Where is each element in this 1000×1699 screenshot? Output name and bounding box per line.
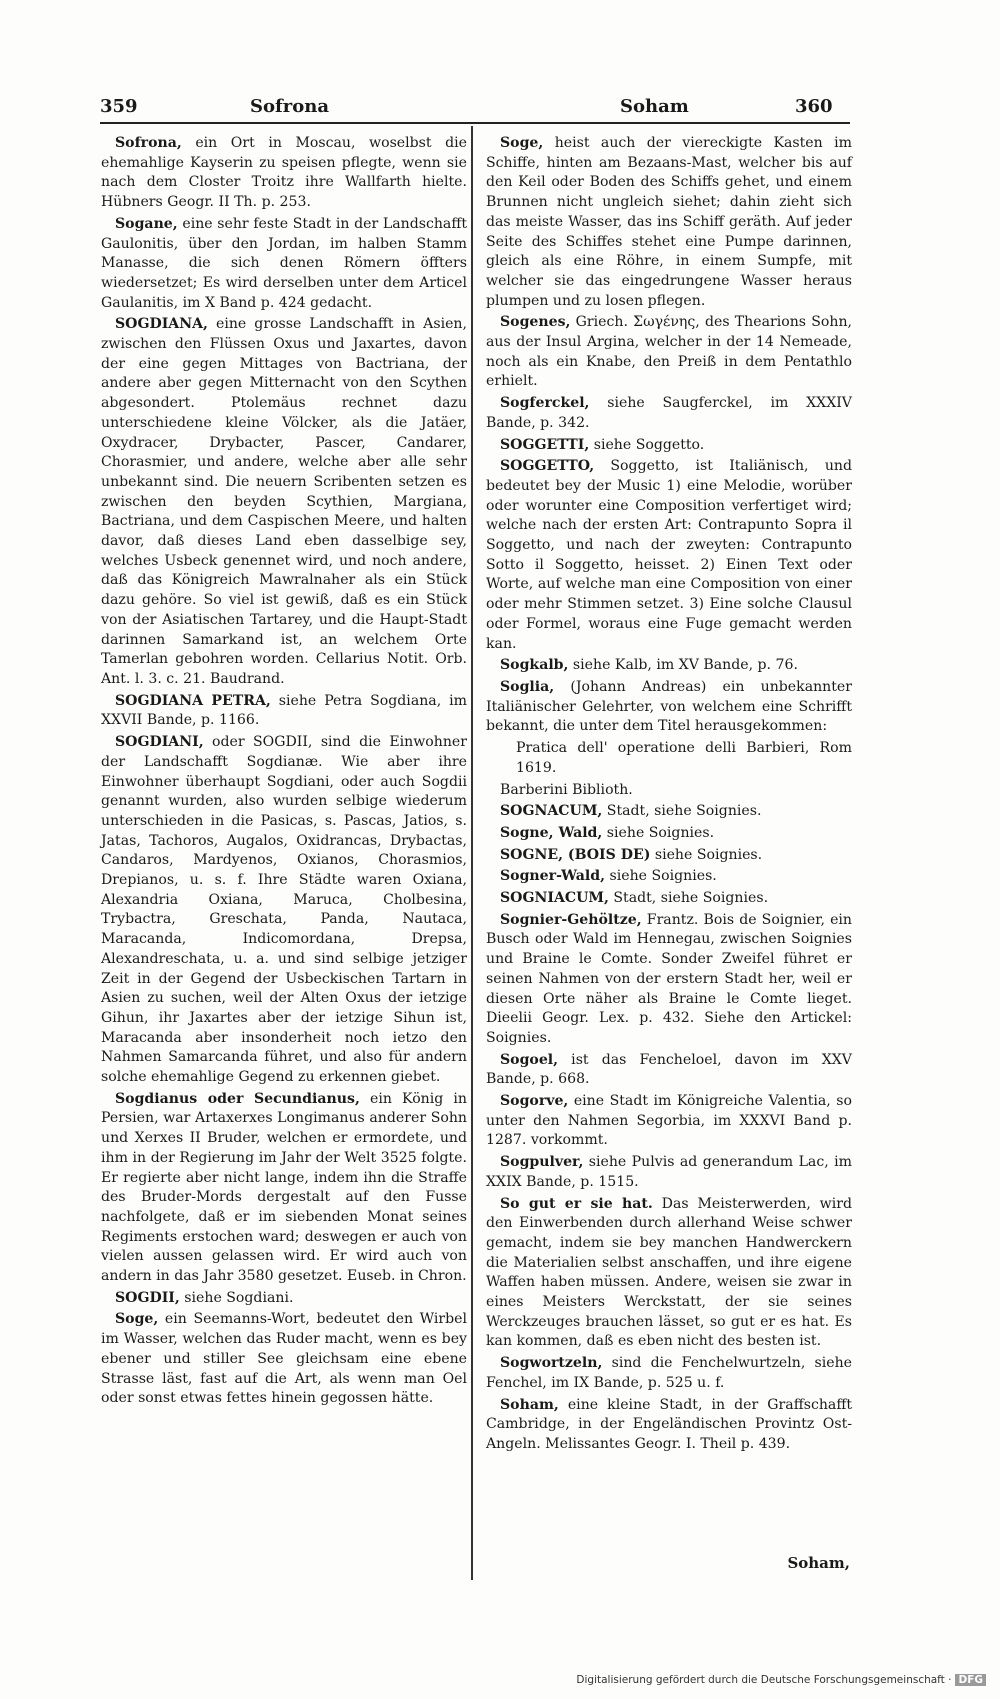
- entry-text: siehe Sogdiani.: [179, 1289, 294, 1306]
- entry-text: siehe Soggetto.: [589, 436, 705, 453]
- entry-headword: Soge,: [500, 135, 544, 151]
- dictionary-entry: [101, 1310, 467, 1409]
- entry-headword: SOGDIANA PETRA,: [115, 692, 271, 709]
- entry-text: eine kleine Stadt, in der Graffschafft Cambridge, in der Engeländischen Provintz Ost-Angeln.: [486, 1396, 852, 1452]
- entry-headword: Sogferckel,: [500, 395, 590, 412]
- entry-headword: Sogane,: [115, 215, 178, 232]
- entry-text: siehe Kalb, im XV Bande, p. 76.: [568, 657, 798, 674]
- entry-text: oder SOGDII, sind die Einwohner der Landschafft Sogdianæ. Wie aber ihre Einwohner überhaupt Sogdiani, oder auch Sogdii genannt wurden, also wurden selbige wiederum unterschieden in die Pasicas, s. Pascas, Jatios, s. Jatas, Tachoros, Augalos, Oxidrancas, Drybactas, Candaros, Mardyenos, Oxianos, Chorasmios, Drepianos, u. s. f. Ihre Städte waren Oxiana, Alexandria Oxiana, Maruca, Cholbesina, Trybactra, Greschata, Panda, Nautaca, Maracanda, Indicomordana, Drepsa, Alexandreschata, u. a. und sind selbige jetziger Zeit in der Gegend der Usbeckischen Tartarn in Asien zu suchen, weil der Alten Oxus der ietzige Gihun, ihr Jaxartes aber der ietzige Sihun ist, Maracanda aber insonderheit noch ietzo den Nahmen Samarcanda führet, und also für andern solche ehemahlige Gegend zu erkennen giebet.: [101, 734, 467, 1086]
- entry-text: Das Meisterwerden, wird den Einwerbenden durch allerhand Weise schwer gemacht, indem sie bey manchen Handwerckern die Materialien selbst anschaffen, und ihre eigene Waffen haben müssen. Andere, weisen sie zwar in eines Meisters Werckstatt, der sie seines Werckzeuges brauchen lässet, so gut er es hat. Es kan kommen, daß es eben nicht des besten ist.: [486, 1195, 852, 1350]
- dictionary-entry: [486, 781, 852, 801]
- entry-headword: SOGGETTO,: [500, 458, 595, 475]
- right-column: [486, 134, 852, 1457]
- entry-text: ein Ort in Moscau, woselbst die ehemahlige Kayserin zu speisen pflegte, wenn sie nach dem Closter Troitz ihre Wallfarth hielte.: [101, 135, 467, 191]
- right-running-head: Soham: [620, 96, 689, 117]
- dictionary-entry: [486, 313, 852, 392]
- entry-headword: Sogdianus oder Secundianus,: [115, 1090, 360, 1107]
- entry-headword: SOGNE, (BOIS DE): [500, 846, 651, 863]
- entry-citation: Cellarius Notit. Orb. Ant. l. 3. c. 21. Baudrand.: [101, 651, 467, 687]
- entry-text: ein Seemanns-Wort, bedeutet den Wirbel im Wasser, welchen das Ruder macht, wenn es bey ebener und stiller See gleichsam eine ebene Strasse läst, fast auf die Art, als wenn man Oel oder sonst etwas fettes hinein gegossen hätte.: [101, 1311, 467, 1407]
- dictionary-entry: [486, 1354, 852, 1393]
- dictionary-entry: [486, 656, 852, 676]
- entry-headword: SOGDII,: [115, 1289, 180, 1306]
- entry-headword: Soge,: [115, 1311, 159, 1328]
- entry-text: ist das Fencheloel, davon im XXV Bande, p. 668.: [486, 1051, 852, 1088]
- entry-text: siehe Petra Sogdiana, im XXVII Bande, p. 1166.: [101, 692, 467, 729]
- entry-citation: Hübners Geogr. II Th. p. 253.: [101, 194, 311, 211]
- right-page-number: 360: [795, 96, 833, 117]
- entry-citation: Melissantes Geogr. I. Theil p. 439.: [540, 1436, 791, 1452]
- dictionary-entry: [486, 394, 852, 433]
- entry-text: siehe Soignies.: [650, 846, 763, 863]
- dictionary-entry: [486, 846, 852, 866]
- entry-text: heist auch der viereckigte Kasten im Schiffe, hinten am Bezaans-Mast, welcher bis auf den Keil oder Boden des Schiffs gehet, und einem Brunnen nicht ungleich siehet; dahin zieht sich das meiste Wasser, das ins Schiff geräth. Auf jeder Seite des Schiffes stehet eine Pumpe darinnen, gleich als eine Röhre, in einem Sumpfe, mit welcher sie das eingedrungene Wasser heraus plumpen und zu losen pflegen.: [486, 135, 852, 309]
- dictionary-entry: [101, 215, 467, 314]
- dictionary-entry: [486, 911, 852, 1049]
- right-column-part-2: [486, 781, 852, 1455]
- entry-text: ein König in Persien, war Artaxerxes Longimanus anderer Sohn und Xerxes II Bruder, welchen er ermordete, und ihm in der Regierung im Jahr der Welt 3525 folgte. Er regierte aber nicht lange, indem ihn die Straffe des Bruder-Mords dergestalt auf den Fusse nachfolgete, daß er im siebenden Monat seines Regiments erstochen ward; deswegen er auch von vielen aussen gelassen wird. Er wird auch von andern in das Jahr 3580 gesetzet.: [101, 1090, 467, 1285]
- entry-text: Griech. Σωγένης, des Thearions Sohn, aus der Insul Argina, welcher in der 14 Nemeade, noch als ein Knabe, den Preiß in dem Pentathlo erhielt.: [486, 314, 852, 390]
- entry-headword: Sofrona,: [115, 135, 182, 151]
- entry-text: siehe Pulvis ad generandum Lac, im XXIX Bande, p. 1515.: [486, 1154, 852, 1190]
- entry-headword: So gut er sie hat.: [500, 1195, 653, 1212]
- dictionary-entry: [101, 1090, 467, 1287]
- entry-headword: Sogkalb,: [500, 657, 569, 674]
- entry-headword: Sogner-Wald,: [500, 868, 606, 885]
- left-running-head: Sofrona: [250, 96, 329, 117]
- dictionary-entry: [101, 1289, 467, 1309]
- entry-text: siehe Saugferckel, im XXXIV Bande, p. 342.: [486, 395, 852, 431]
- entry-headword: Sogne, Wald,: [500, 824, 603, 841]
- right-column-part-1: [486, 134, 852, 737]
- left-column: [101, 134, 467, 1411]
- entry-citation: Euseb. in Chron.: [342, 1268, 467, 1285]
- entry-headword: SOGDIANI,: [115, 734, 204, 751]
- dictionary-entry: [486, 1092, 852, 1151]
- dictionary-entry: [486, 889, 852, 909]
- entry-text: Frantz. Bois de Soignier, ein Busch oder Wald im Hennegau, zwischen Soignies und Braine le Comte. Sonder Zweifel führet er seinen Nahmen von der erstern Stadt her, weil er diesen Orte näher als Braine le Comte lieget. Dieelii Geogr. Lex. p. 432. Siehe den Artickel: Soignies.: [486, 911, 852, 1046]
- entry-text: eine sehr feste Stadt in der Landschafft Gaulonitis, über den Jordan, im halben Stamm Manasse, die sich denen Römern öffters wiedersetzet; Es wird derselben unter dem Articel Gaulanitis, im X Band p. 424 gedacht.: [101, 215, 467, 311]
- quoted-title: Pratica dell' operatione delli Barbieri, Rom 1619.: [516, 740, 852, 776]
- entry-headword: Sogorve,: [500, 1093, 569, 1110]
- dictionary-entry: [101, 315, 467, 689]
- entry-headword: SOGNACUM,: [500, 803, 603, 820]
- left-page-number: 359: [100, 96, 138, 117]
- dictionary-entry: [486, 802, 852, 822]
- entry-headword: SOGNIACUM,: [500, 890, 609, 907]
- entry-text: sind die Fenchelwurtzeln, siehe Fenchel, im IX Bande, p. 525 u. f.: [486, 1355, 852, 1391]
- entry-text: Stadt, siehe Soignies.: [602, 803, 762, 820]
- entry-text: siehe Soignies.: [602, 824, 715, 841]
- dictionary-entry: [486, 1195, 852, 1353]
- entry-headword: SOGGETTI,: [500, 436, 590, 453]
- entry-headword: Sognier-Gehöltze,: [500, 911, 642, 928]
- entry-text: siehe Soignies.: [605, 868, 717, 885]
- entry-text: eine grosse Landschafft in Asien, zwischen den Flüssen Oxus und Jaxartes, davon der eine gegen Mittages von Bactriana, der andere aber gegen Mitternacht von den Scythen abgesondert. Ptolemäus rechnet dazu unterschiedene kleine Völcker, als die Jatäer, Oxydracer, Drybacter, Pascer, Candarer, Chorasmier, und andere, welche aber alle sehr unbekannt sind. Die neuern Scribenten setzen es zwischen den beyden Scythien, Margiana, Bactriana, und dem Caspischen Meere, und halten davor, daß dieses Land eben dasselbige sey, welches Usbeck genennet wird, und noch andere, daß das Königreich Mawralnaher als ein Stück dazu gehöre. So viel ist gewiß, daß es ein Stück von der Asiatischen Tartarey, und die Haupt-Stadt darinnen Samarkand ist, an welchem Orte Tamerlan gebohren worden.: [101, 316, 467, 668]
- dictionary-entry: [486, 867, 852, 887]
- dfg-logo: DFG: [955, 1674, 986, 1686]
- entry-headword: Sogoel,: [500, 1051, 559, 1068]
- dictionary-entry: [101, 692, 467, 731]
- dictionary-entry: [486, 134, 852, 311]
- dictionary-entry: [486, 678, 852, 737]
- dictionary-entry: [486, 824, 852, 844]
- entry-text: Barberini Biblioth.: [500, 781, 633, 798]
- dictionary-entry: [486, 457, 852, 654]
- entry-headword: Soglia,: [500, 678, 555, 695]
- footer-credit: [576, 1674, 986, 1686]
- dictionary-entry: [101, 134, 467, 213]
- dictionary-entry: [486, 1396, 852, 1455]
- entry-text: eine Stadt im Königreiche Valentia, so unter den Nahmen Segorbia, im XXXVI Band p. 1287. vorkommt.: [486, 1093, 852, 1149]
- dictionary-entry: [486, 1153, 852, 1192]
- column-divider: [471, 126, 473, 1580]
- entry-headword: Sogwortzeln,: [500, 1355, 603, 1372]
- entry-text: Stadt, siehe Soignies.: [608, 890, 769, 907]
- entry-text: (Johann Andreas) ein unbekannter Italiänischer Gelehrter, von welchem eine Schrifft bekannt, die unter dem Titel herausgekommen:: [486, 678, 852, 735]
- header-rule: [100, 122, 850, 124]
- catchword: Soham,: [787, 1554, 850, 1572]
- entry-headword: Sogenes,: [500, 314, 571, 331]
- dictionary-entry: [486, 436, 852, 456]
- entry-headword: SOGDIANA,: [115, 316, 208, 333]
- footer-text: Digitalisierung gefördert durch die Deutsche Forschungsgemeinschaft ·: [576, 1674, 952, 1686]
- dictionary-entry: [486, 1051, 852, 1090]
- entry-headword: Soham,: [500, 1396, 559, 1413]
- entry-headword: Sogpulver,: [500, 1154, 584, 1171]
- entry-text: Soggetto, ist Italiänisch, und bedeutet bey der Music 1) eine Melodie, worüber oder worunter eine Composition verfertiget wird; welche nach der ersten Art: Contrapunto Sopra il Soggetto, und nach der zweyten: Contrapunto Sotto il Soggetto, heisset. 2) Einen Text oder Worte, auf welche man eine Composition von einer oder mehr Stimmen setzet. 3) Eine solche Clausul oder Formel, woraus eine Fuge gemacht werden kan.: [486, 458, 852, 652]
- dictionary-entry: [101, 733, 467, 1088]
